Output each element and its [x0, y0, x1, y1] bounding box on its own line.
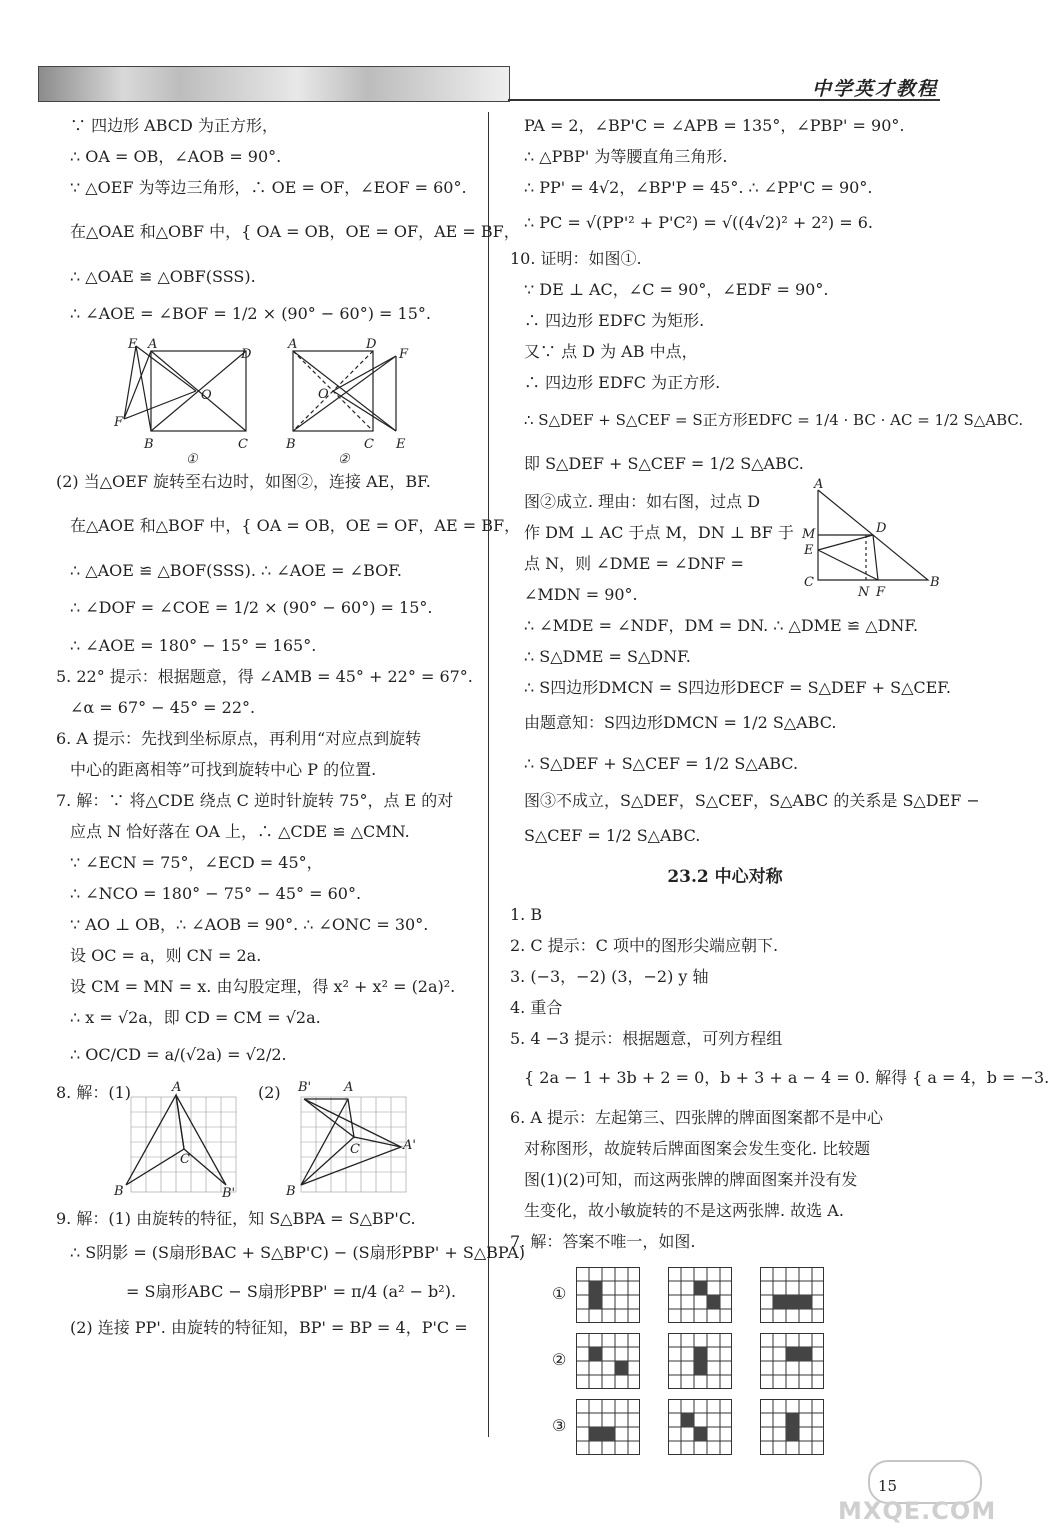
answer-grid	[668, 1333, 732, 1389]
answer-grid	[668, 1399, 732, 1455]
q8b-label-a: A	[344, 1080, 354, 1095]
text-line: 作 DM ⊥ AC 于点 M，DN ⊥ BF 于	[524, 523, 794, 542]
text-line: ∴ △AOE ≌ △BOF(SSS). ∴ ∠AOE = ∠BOF.	[70, 561, 402, 580]
q8a-label-b: B	[114, 1184, 124, 1199]
header-decoration	[38, 66, 510, 102]
text-line: 图(1)(2)可知，而这两张牌的牌面图案并没有发	[524, 1170, 858, 1189]
fig1-label-e: E	[128, 337, 138, 352]
fig10-label-c: C	[804, 575, 814, 590]
text-line: 2. C 提示：C 项中的图形尖端应朝下.	[510, 936, 779, 955]
fig2-caption: ②	[338, 452, 350, 467]
text-line: ∴ △PBP' 为等腰直角三角形.	[524, 147, 728, 166]
fig10-label-b: B	[930, 575, 940, 590]
text-line: 又∵ 点 D 为 AB 中点，	[524, 342, 698, 361]
answer-grid	[760, 1399, 824, 1455]
left-column	[56, 110, 525, 1343]
answer-grid	[668, 1267, 732, 1323]
section-heading: 23.2 中心对称	[667, 867, 783, 887]
right-column	[510, 110, 1049, 1461]
text-line: = S扇形ABC − S扇形PBP' = π/4 (a² − b²).	[126, 1282, 457, 1301]
text-line: ∴ PP' = 4√2，∠BP'P = 45°. ∴ ∠PP'C = 90°.	[524, 178, 873, 197]
text-line: 6. A 提示：左起第三、四张牌的牌面图案都不是中心	[510, 1108, 883, 1127]
fig2-label-f: F	[399, 347, 409, 362]
page-number: 15	[878, 1477, 898, 1495]
watermark-text: MXQE.COM	[838, 1497, 997, 1525]
text-line: 由题意知：S四边形DMCN = 1/2 S△ABC.	[524, 713, 837, 732]
fig10-label-e: E	[804, 543, 814, 558]
text-line: ∴ PC = √(PP'² + P'C²) = √((4√2)² + 2²) = 6.	[524, 213, 873, 232]
grid-row-label: ③	[552, 1415, 567, 1435]
text-line: ∴ ∠AOE = 180° − 15° = 165°.	[70, 636, 317, 655]
text-line: ∵ DE ⊥ AC，∠C = 90°，∠EDF = 90°.	[524, 280, 829, 299]
q8a-label-a: A	[172, 1080, 182, 1095]
text-line: ∴ ∠AOE = ∠BOF = 1/2 × (90° − 60°) = 15°.	[70, 304, 431, 323]
fig1-label-b: B	[144, 437, 154, 452]
fig1-label-a: A	[148, 337, 158, 352]
text-line: (2) 连接 PP'. 由旋转的特征知，BP' = BP = 4，P'C =	[70, 1318, 468, 1337]
q8b-label-c: C	[350, 1142, 360, 1157]
text-line: 4. 重合	[510, 998, 563, 1017]
text-line: ∵ ∠ECN = 75°，∠ECD = 45°，	[70, 853, 323, 872]
q8a-label-b-prime: B'	[222, 1186, 236, 1201]
answer-grid	[576, 1333, 640, 1389]
fig2-label-a: A	[288, 337, 298, 352]
block-fig-2	[510, 477, 940, 610]
text-line: ∵ 四边形 ABCD 为正方形，	[70, 116, 278, 135]
fig1-label-d: D	[241, 347, 252, 362]
text-line: ∴ S四边形DMCN = S四边形DECF = S△DEF + S△CEF.	[524, 678, 951, 697]
text-line: 设 OC = a，则 CN = 2a.	[70, 946, 262, 965]
text-line: ∴ △OAE ≌ △OBF(SSS).	[70, 267, 256, 286]
text-line: ∴ OC/CD = a/(√2a) = √2/2.	[70, 1045, 287, 1064]
grid-row-label: ②	[552, 1349, 567, 1369]
fig2-label-e: E	[396, 437, 406, 452]
grid-row-label: ①	[552, 1283, 567, 1303]
text-line: 图②成立. 理由：如右图，过点 D	[524, 492, 761, 511]
fig2-label-c: C	[364, 437, 374, 452]
text-line: 3. (−3，−2) (3，−2) y 轴	[510, 967, 709, 986]
page-header-title: 中学英才教程	[811, 78, 938, 100]
text-line: 设 CM = MN = x. 由勾股定理，得 x² + x² = (2a)².	[70, 977, 456, 996]
text-line: ∴ OA = OB，∠AOB = 90°.	[70, 147, 282, 166]
q8b-label-a-prime: A'	[403, 1138, 416, 1153]
text-line: (2) 当△OEF 旋转至右边时，如图②，连接 AE，BF.	[56, 472, 431, 491]
figure-1	[124, 346, 246, 431]
fig10-label-n: N	[858, 585, 870, 600]
text-line: ∴ S△DEF + S△CEF = S正方形EDFC = 1/4 · BC · AC = 1/2 S△ABC.	[524, 411, 1024, 429]
text-line: 即 S△DEF + S△CEF = 1/2 S△ABC.	[524, 454, 804, 473]
text-line: 图③不成立，S△DEF，S△CEF，S△ABC 的关系是 S△DEF −	[524, 791, 980, 810]
text-line: 5. 22° 提示：根据题意，得 ∠AMB = 45° + 22° = 67°.	[56, 667, 473, 686]
text-line: ∴ x = √2a，即 CD = CM = √2a.	[70, 1008, 321, 1027]
answer-grids	[510, 1263, 940, 1455]
text-line: 应点 N 恰好落在 OA 上，∴ △CDE ≌ △CMN.	[70, 822, 410, 841]
text-line: 7. 解：∵ 将△CDE 绕点 C 逆时针旋转 75°，点 E 的对	[56, 791, 454, 810]
grid-row-3	[510, 1395, 940, 1455]
grid-row-2	[510, 1329, 940, 1389]
fig2-label-d: D	[366, 337, 377, 352]
text-line: ∴ 四边形 EDFC 为正方形.	[524, 373, 721, 392]
text-line: S△CEF = 1/2 S△ABC.	[524, 826, 701, 845]
grid-row-1	[510, 1263, 940, 1323]
text-line: ∴ ∠NCO = 180° − 75° − 45° = 60°.	[70, 884, 362, 903]
text-line: 在△AOE 和△BOF 中，{ OA = OB，OE = OF，AE = BF，	[70, 516, 521, 535]
fig10-label-m: M	[802, 527, 816, 542]
text-line: 生变化，故小敏旋转的不是这两张牌. 故选 A.	[524, 1201, 844, 1220]
text-line: ∴ S△DME = S△DNF.	[524, 647, 691, 666]
figure-2	[293, 351, 396, 431]
text-line: 8. 解：(1)	[56, 1083, 132, 1102]
text-line: ∴ ∠DOF = ∠COE = 1/2 × (90° − 60°) = 15°.	[70, 598, 433, 617]
text-line: ∴ 四边形 EDFC 为矩形.	[524, 311, 705, 330]
fig2-label-o: O	[318, 387, 329, 402]
text-line: 1. B	[510, 905, 543, 924]
q8a-label-c: C	[180, 1152, 190, 1167]
answer-grid	[576, 1399, 640, 1455]
text-line: 中心的距离相等”可找到旋转中心 P 的位置.	[70, 760, 377, 779]
text-line: ∵ AO ⊥ OB，∴ ∠AOB = 90°. ∴ ∠ONC = 30°.	[70, 915, 429, 934]
answer-grid	[760, 1267, 824, 1323]
figure-q8	[56, 1077, 481, 1201]
text-line: 在△OAE 和△OBF 中，{ OA = OB，OE = OF，AE = BF，	[70, 222, 520, 241]
fig1-label-c: C	[238, 437, 248, 452]
fig10-label-f: F	[876, 585, 886, 600]
figure-10	[798, 477, 940, 604]
fig1-caption: ①	[186, 452, 198, 467]
q8b-label-b: B	[286, 1184, 296, 1199]
text-line: { 2a − 1 + 3b + 2 = 0，b + 3 + a − 4 = 0. 解得 { a = 4，b = −3.	[524, 1068, 1049, 1087]
text-line: PA = 2，∠BP'C = ∠APB = 135°，∠PBP' = 90°.	[524, 116, 905, 135]
text-line: 10. 证明：如图①.	[510, 249, 642, 268]
text-line: 7. 解：答案不唯一，如图.	[510, 1232, 696, 1251]
fig2-label-b: B	[286, 437, 296, 452]
answer-grid	[576, 1267, 640, 1323]
fig1-label-f: F	[114, 415, 124, 430]
figure-squares	[56, 336, 481, 466]
q8b-label-b-prime: B'	[298, 1080, 312, 1095]
text-line: 6. A 提示：先找到坐标原点，再利用“对应点到旋转	[56, 729, 422, 748]
text-line: 9. 解：(1) 由旋转的特征，知 S△BPA = S△BP'C.	[56, 1209, 416, 1228]
text-line: (2)	[258, 1083, 281, 1102]
text-line: ∴ S△DEF + S△CEF = 1/2 S△ABC.	[524, 754, 799, 773]
fig10-label-d: D	[876, 521, 887, 536]
text-line: ∴ ∠MDE = ∠NDF，DM = DN. ∴ △DME ≌ △DNF.	[524, 616, 919, 635]
text-line: ∴ S阴影 = (S扇形BAC + S△BP'C) − (S扇形PBP' + S△BPA)	[70, 1243, 525, 1262]
text-line: 点 N，则 ∠DME = ∠DNF =	[524, 554, 744, 573]
text-line: ∵ △OEF 为等边三角形，∴ OE = OF，∠EOF = 60°.	[70, 178, 467, 197]
fig10-label-a: A	[814, 477, 824, 492]
text-line: ∠MDN = 90°.	[524, 585, 638, 604]
fig1-label-o: O	[201, 388, 212, 403]
answer-grid	[760, 1333, 824, 1389]
text-line: 对称图形，故旋转后牌面图案会发生变化. 比较题	[524, 1139, 871, 1158]
text-line: 5. 4 −3 提示：根据题意，可列方程组	[510, 1029, 783, 1048]
text-line: ∠α = 67° − 45° = 22°.	[70, 698, 256, 717]
